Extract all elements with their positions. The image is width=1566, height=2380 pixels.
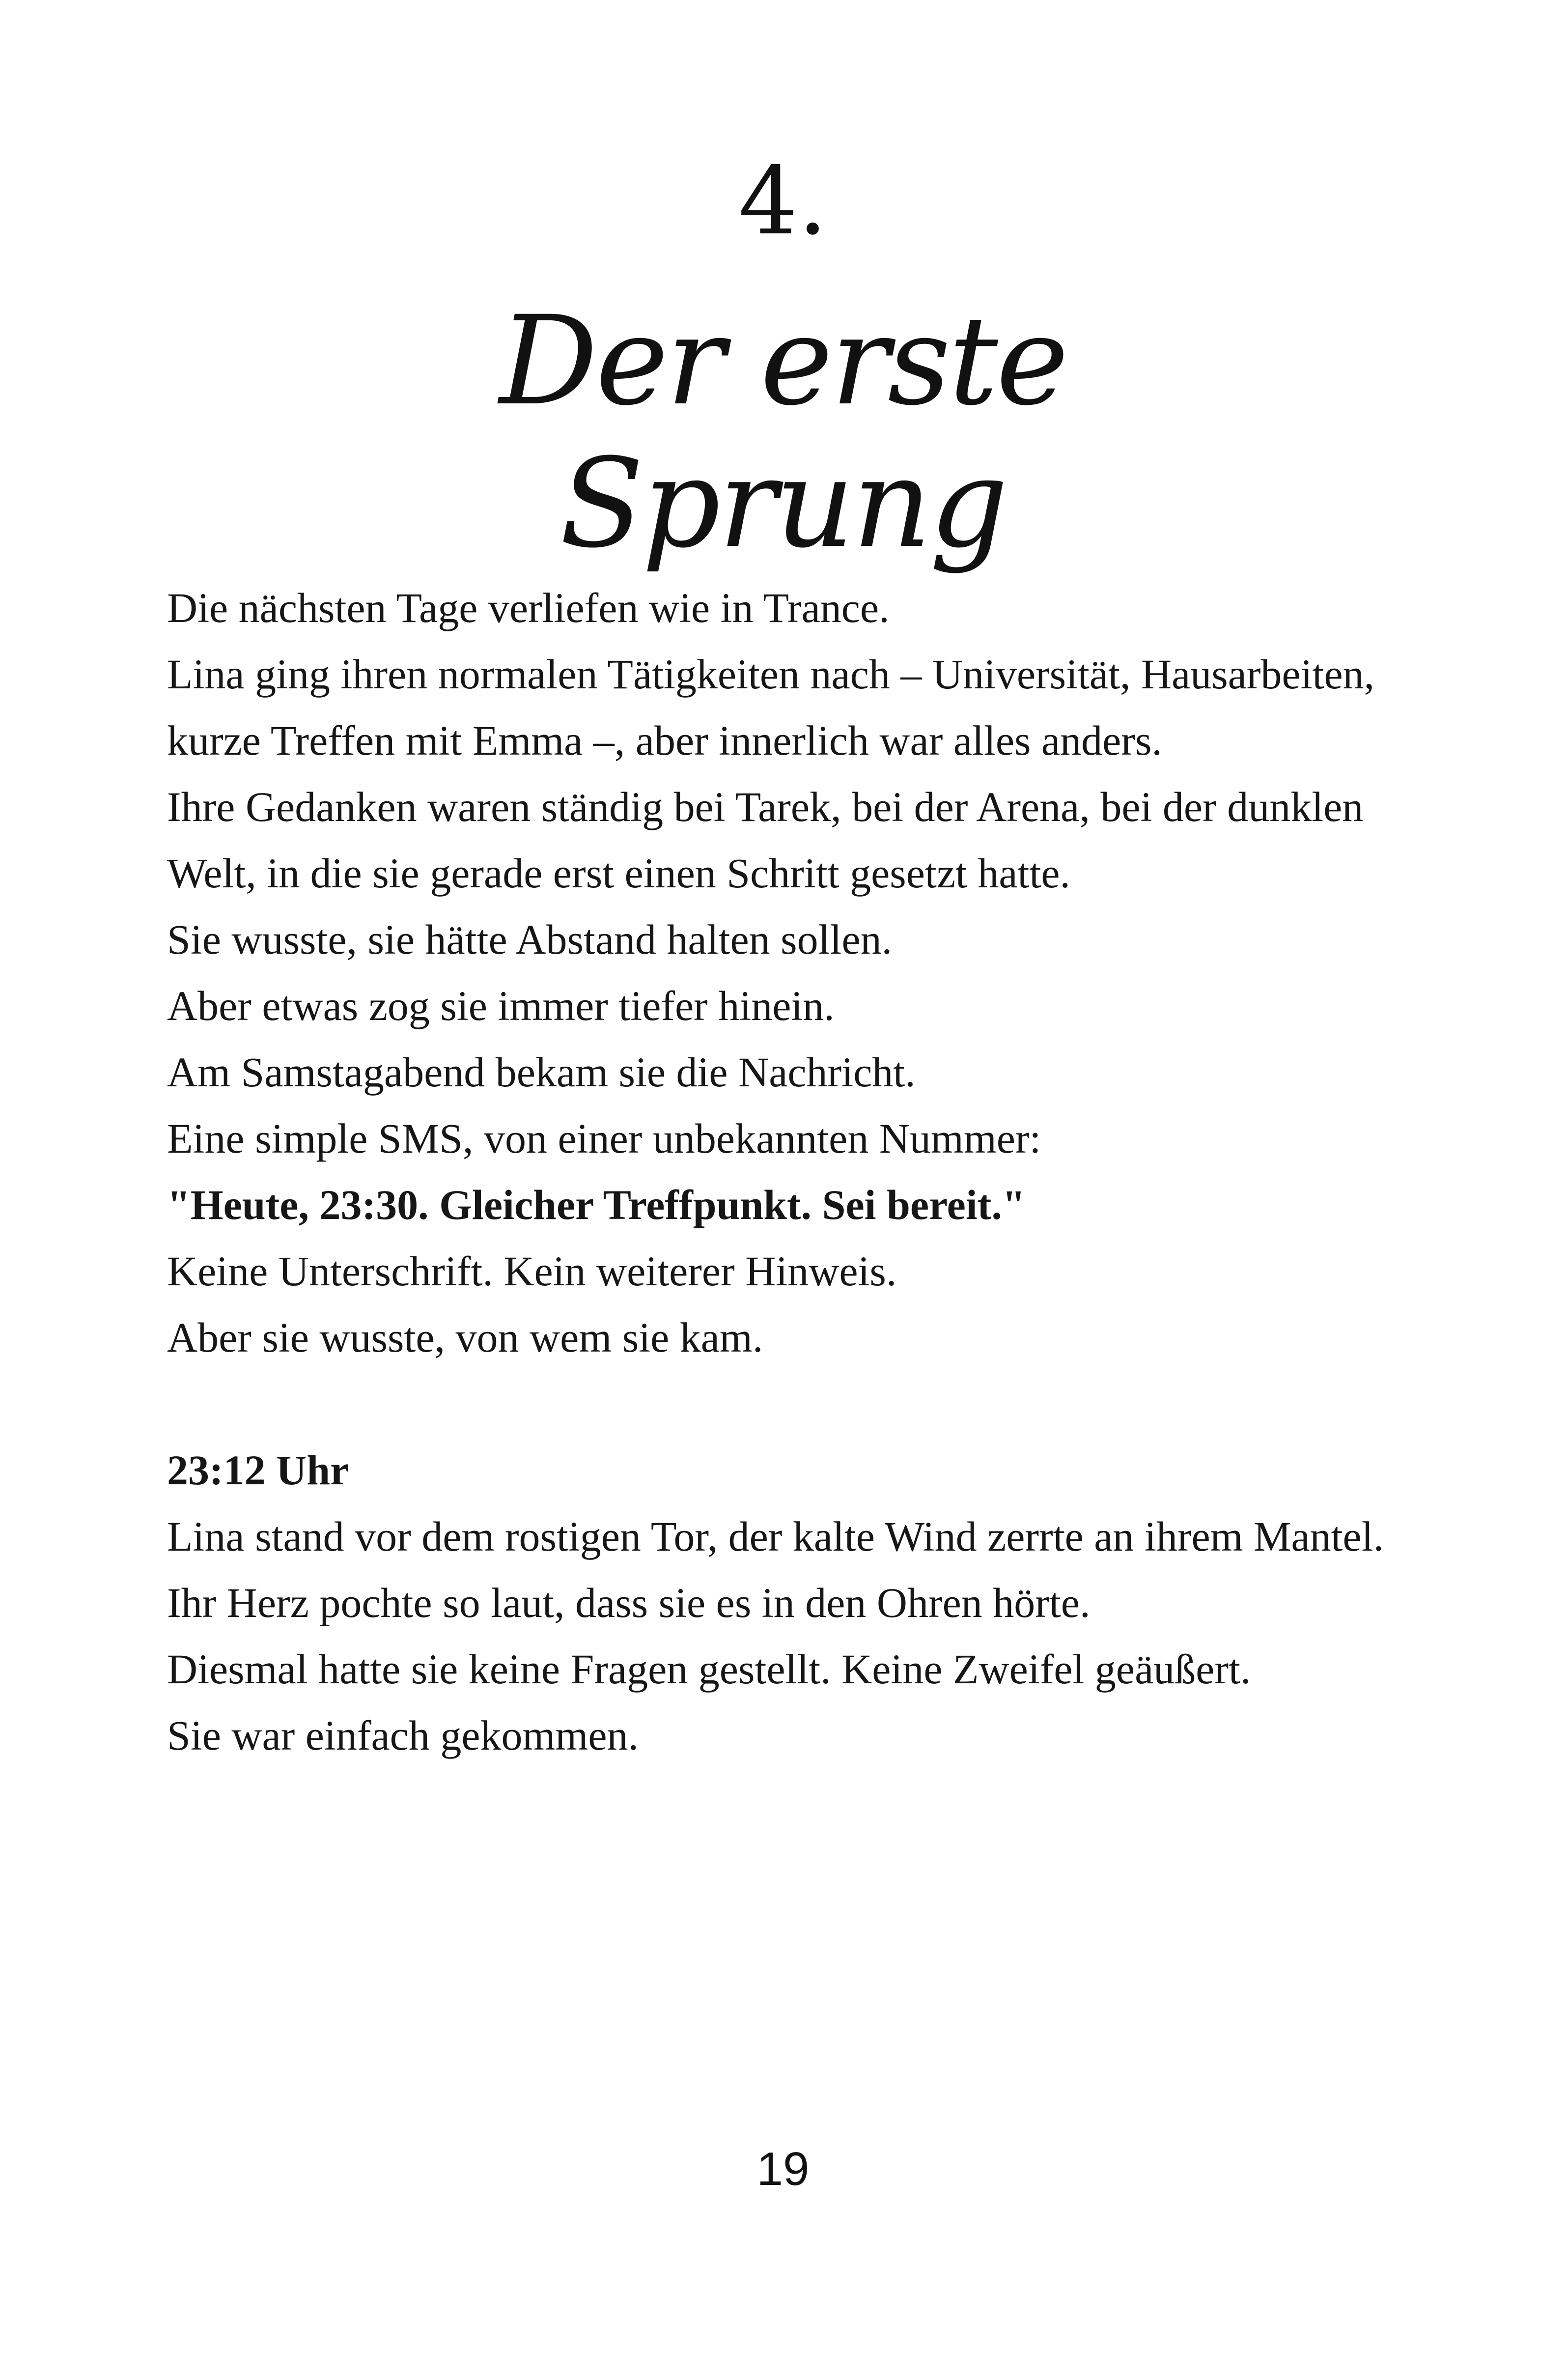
paragraph: Aber sie wusste, von wem sie kam. <box>167 1314 763 1361</box>
paragraph: Sie wusste, sie hätte Abstand halten sollen. <box>167 916 893 963</box>
paragraph: Lina ging ihren normalen Tätigkeiten nach – Universität, Hausarbeiten, kurze Treffen mit Emma –, aber innerlich war alles anders. <box>167 651 1375 764</box>
paragraph: Eine simple SMS, von einer unbekannten Nummer: <box>167 1115 1041 1162</box>
chapter-number: 4. <box>738 147 828 255</box>
chapter-title-line-2: Sprung <box>559 432 1007 575</box>
paragraph: Ihr Herz pochte so laut, dass sie es in den Ohren hörte. <box>167 1579 1091 1626</box>
sms-quote: "Heute, 23:30. Gleicher Treffpunkt. Sei bereit." <box>167 1181 1026 1228</box>
paragraph: Am Samstagabend bekam sie die Nachricht. <box>167 1048 916 1096</box>
chapter-title-line-1: Der erste <box>499 289 1067 432</box>
chapter-title <box>0 290 1566 575</box>
time-heading: 23:12 Uhr <box>167 1446 349 1494</box>
paragraph: Ihre Gedanken waren ständig bei Tarek, bei der Arena, bei der dunklen Welt, in die sie gerade erst einen Schritt gesetzt hatte. <box>167 783 1364 897</box>
paragraph: Keine Unterschrift. Kein weiterer Hinweis. <box>167 1247 897 1295</box>
paragraph: Aber etwas zog sie immer tiefer hinein. <box>167 982 835 1029</box>
page-number: 19 <box>756 2143 810 2195</box>
chapter-body <box>167 575 1425 1769</box>
section-gap <box>167 1371 1425 1437</box>
paragraph: Sie war einfach gekommen. <box>167 1712 639 1759</box>
paragraph: Lina stand vor dem rostigen Tor, der kalte Wind zerrte an ihrem Mantel. <box>167 1513 1384 1560</box>
paragraph: Diesmal hatte sie keine Fragen gestellt. Keine Zweifel geäußert. <box>167 1645 1251 1693</box>
paragraph: Die nächsten Tage verliefen wie in Trance. <box>167 584 890 631</box>
